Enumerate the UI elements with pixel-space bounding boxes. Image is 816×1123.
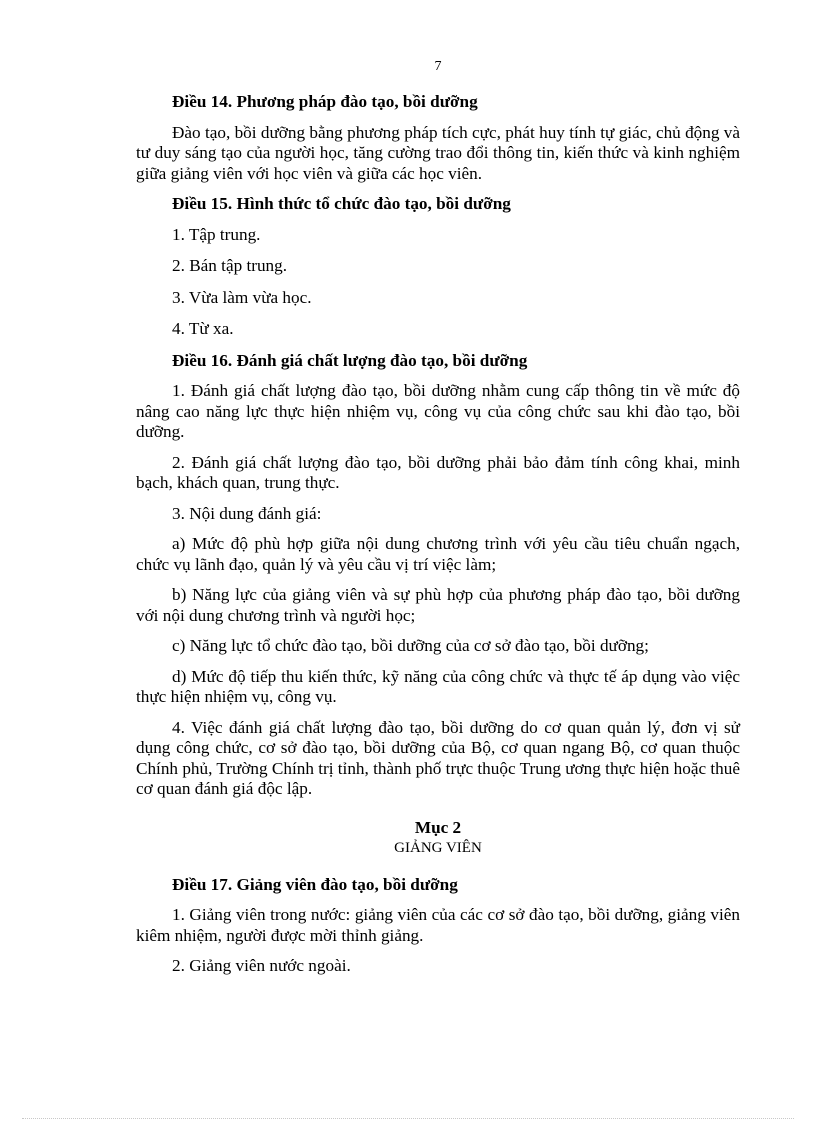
article-15-heading: Điều 15. Hình thức tổ chức đào tạo, bồi dưỡng: [172, 194, 511, 213]
article-14-paragraph: Đào tạo, bồi dưỡng bằng phương pháp tích cực, phát huy tính tự giác, chủ động và tư duy sáng tạo của người học, tăng cường trao đổi thông tin, kiến thức và kinh nghiệm giữa giảng viên với học viên và giữa các học viên.: [136, 122, 740, 183]
section-subtitle: GIẢNG VIÊN: [394, 840, 482, 856]
article-15-item-2: 2. Bán tập trung.: [172, 256, 288, 275]
article-16-item-3: 3. Nội dung đánh giá:: [172, 503, 322, 523]
section-title: Mục 2: [414, 817, 462, 837]
article-16-item-3a: a) Mức độ phù hợp giữa nội dung chương trình với yêu cầu tiêu chuẩn ngạch, chức vụ lãnh đạo, quản lý và yêu cầu vị trí việc làm;: [136, 534, 740, 574]
article-17-item-2: 2. Giảng viên nước ngoài.: [172, 956, 351, 975]
article-16-item-3d: d) Mức độ tiếp thu kiến thức, kỹ năng của công chức và thực tế áp dụng vào việc thực hiện nhiệm vụ, công vụ.: [136, 666, 740, 706]
article-17-heading: Điều 17. Giảng viên đào tạo, bồi dưỡng: [172, 874, 458, 894]
article-17-item-1: 1. Giảng viên trong nước: giảng viên của các cơ sở đào tạo, bồi dưỡng, giảng viên kiêm nhiệm, người được mời thỉnh giảng.: [136, 905, 740, 945]
article-16-item-2: 2. Đánh giá chất lượng đào tạo, bồi dưỡng phải bảo đảm tính công khai, minh bạch, khách quan, trung thực.: [136, 452, 740, 492]
article-16-item-3b: b) Năng lực của giảng viên và sự phù hợp của phương pháp đào tạo, bồi dưỡng với nội dung chương trình và người học;: [136, 585, 740, 625]
document-body: [136, 92, 740, 987]
article-15-item-1: 1. Tập trung.: [172, 224, 261, 244]
article-15-item-3: 3. Vừa làm vừa học.: [172, 287, 312, 307]
article-16-item-1: 1. Đánh giá chất lượng đào tạo, bồi dưỡng nhằm cung cấp thông tin về mức độ nâng cao năng lực thực hiện nhiệm vụ, công vụ của công chức sau khi đào tạo, bồi dưỡng.: [136, 381, 740, 441]
page-number: 7: [434, 59, 442, 74]
article-15-item-4: 4. Từ xa.: [172, 319, 234, 338]
article-14-heading: Điều 14. Phương pháp đào tạo, bồi dưỡng: [172, 92, 478, 111]
article-16-item-3c: c) Năng lực tổ chức đào tạo, bồi dưỡng của cơ sở đào tạo, bồi dưỡng;: [172, 636, 649, 655]
page-bottom-divider: [22, 1118, 794, 1119]
article-16-item-4: 4. Việc đánh giá chất lượng đào tạo, bồi dưỡng do cơ quan quản lý, đơn vị sử dụng công chức, cơ sở đào tạo, bồi dưỡng của Bộ, cơ quan ngang Bộ, cơ quan thuộc Chính phủ, Trường Chính trị tỉnh, thành phố trực thuộc Trung ương thực hiện hoặc thuê cơ quan đánh giá độc lập.: [136, 717, 740, 798]
article-16-heading: Điều 16. Đánh giá chất lượng đào tạo, bồi dưỡng: [172, 350, 528, 370]
